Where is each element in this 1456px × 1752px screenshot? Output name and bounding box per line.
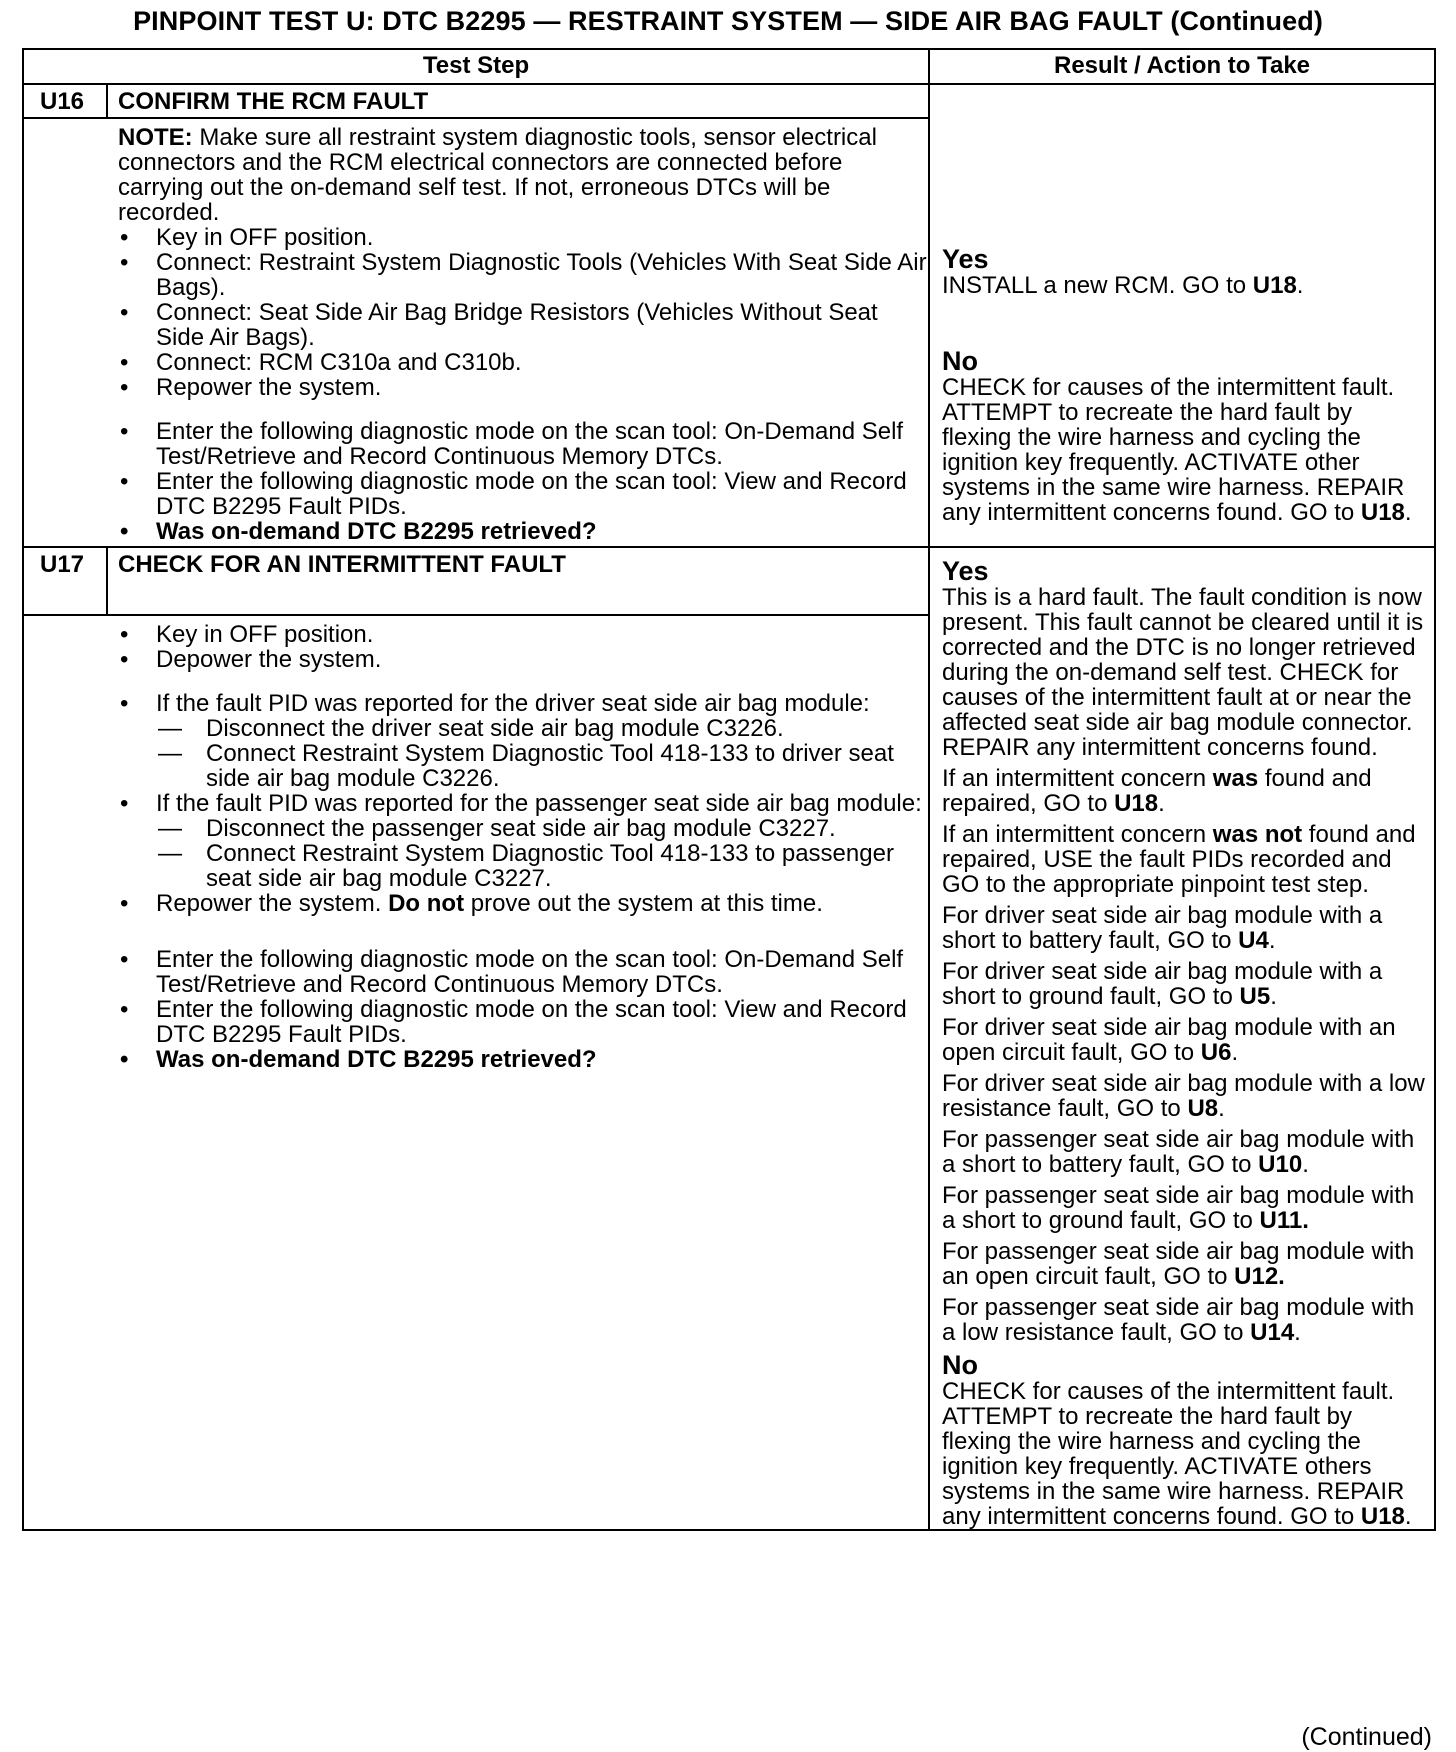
list-item: • Enter the following diagnostic mode on the scan tool: View and Record DTC B2295 Fault PIDs. <box>118 469 928 519</box>
yes-action: INSTALL a new RCM. GO to U18. <box>942 272 1304 299</box>
step-id-u16: U16 <box>23 84 107 118</box>
list-item: • Enter the following diagnostic mode on the scan tool: On-Demand Self Test/Retrieve and Record Continuous Memory DTCs. <box>118 947 928 997</box>
no-action: CHECK for causes of the intermittent fault. ATTEMPT to recreate the hard fault by flexing the wire harness and cycling the ignition key frequently. ACTIVATE other systems in the same wire harness. REPAIR any intermittent concerns found. GO to U18. <box>942 374 1412 526</box>
result-cell-u16 <box>929 84 1435 547</box>
yes-label: Yes <box>942 244 989 274</box>
list-item: • Connect: Seat Side Air Bag Bridge Resistors (Vehicles Without Seat Side Air Bags). <box>118 300 928 350</box>
step-title-u17: CHECK FOR AN INTERMITTENT FAULT <box>107 547 929 615</box>
yes-action: This is a hard fault. The fault condition is now present. This fault cannot be cleared until it is corrected and the DTC is no longer retrieved during the on-demand self test. CHECK for causes of the intermittent fault at or near the affected seat side air bag module connector. REPAIR any intermittent concerns found. <box>942 584 1424 761</box>
list-item: • Was on-demand DTC B2295 retrieved? <box>118 1047 928 1072</box>
case-item: For driver seat side air bag module with an open circuit fault, GO to U6. <box>942 1014 1396 1066</box>
header-test-step: Test Step <box>23 49 929 84</box>
result-cell-u17 <box>929 547 1435 1530</box>
continued-footer: (Continued) <box>1301 1723 1432 1751</box>
step-body-u17 <box>23 615 929 1530</box>
case-item: For driver seat side air bag module with a low resistance fault, GO to U8. <box>942 1070 1425 1122</box>
case-item: For driver seat side air bag module with a short to ground fault, GO to U5. <box>942 958 1383 1010</box>
case-item: For passenger seat side air bag module with a low resistance fault, GO to U14. <box>942 1294 1415 1346</box>
case-item: For passenger seat side air bag module with a short to battery fault, GO to U10. <box>942 1126 1415 1178</box>
step-id-u17: U17 <box>23 547 107 615</box>
step-body-u16 <box>23 118 929 547</box>
list-item: • Connect: RCM C310a and C310b. <box>118 350 928 375</box>
case-item: For passenger seat side air bag module with a short to ground fault, GO to U11. <box>942 1182 1415 1234</box>
step-title-u16: CONFIRM THE RCM FAULT <box>107 84 929 118</box>
list-item: • Depower the system. <box>118 647 928 672</box>
step-list-u16 <box>118 225 928 400</box>
list-item: • Connect: Restraint System Diagnostic Tools (Vehicles With Seat Side Air Bags). <box>118 250 928 300</box>
list-item: • If the fault PID was reported for the driver seat side air bag module: — Disconnect the driver seat side air bag module C3226. — Connect Restraint System Diagnostic Tool 418-133 to driver seat side air bag module C3226. <box>118 691 928 791</box>
list-item: • Repower the system. Do not prove out the system at this time. <box>118 891 928 916</box>
list-item: • Key in OFF position. <box>118 622 928 647</box>
not-found-action: If an intermittent concern was not found and repaired, USE the fault PIDs recorded and GO to the appropriate pinpoint test step. <box>942 821 1416 898</box>
note-paragraph: NOTE: Make sure all restraint system diagnostic tools, sensor electrical connectors and the RCM electrical connectors are connected before carrying out the on-demand self test. If not, erroneous DTCs will be recorded. <box>118 124 877 226</box>
found-action: If an intermittent concern was found and repaired, GO to U18. <box>942 765 1372 817</box>
list-item: • Repower the system. <box>118 375 928 400</box>
step-row-u17-title <box>23 547 1435 615</box>
list-item: • Enter the following diagnostic mode on the scan tool: View and Record DTC B2295 Fault PIDs. <box>118 997 928 1047</box>
page-title: PINPOINT TEST U: DTC B2295 — RESTRAINT SYSTEM — SIDE AIR BAG FAULT (Continued) <box>133 6 1323 36</box>
list-item: • Key in OFF position. <box>118 225 928 250</box>
sub-list-item: — Connect Restraint System Diagnostic Tool 418-133 to passenger seat side air bag module C3227. <box>156 841 928 891</box>
list-item: • Was on-demand DTC B2295 retrieved? <box>118 519 928 544</box>
no-label: No <box>942 346 978 376</box>
header-result: Result / Action to Take <box>929 49 1435 84</box>
case-item: For driver seat side air bag module with a short to battery fault, GO to U4. <box>942 902 1383 954</box>
no-label: No <box>942 1350 978 1380</box>
yes-label: Yes <box>942 556 989 586</box>
sub-list-item: — Disconnect the passenger seat side air bag module C3227. <box>156 816 928 841</box>
case-item: For passenger seat side air bag module with an open circuit fault, GO to U12. <box>942 1238 1415 1290</box>
list-item: • If the fault PID was reported for the passenger seat side air bag module: — Disconnect the passenger seat side air bag module C3227. — Connect Restraint System Diagnostic Tool 418-133 to passenger seat side air bag module C3227. <box>118 791 928 891</box>
sub-list-item: — Disconnect the driver seat side air bag module C3226. <box>156 716 928 741</box>
no-action: CHECK for causes of the intermittent fault. ATTEMPT to recreate the hard fault by flexing the wire harness and cycling the ignition key frequently. ACTIVATE others systems in the same wire harness. REPAIR any intermittent concerns found. GO to U18. <box>942 1378 1412 1530</box>
table-header-row <box>23 49 1435 84</box>
step-row-u16-title <box>23 84 1435 118</box>
sub-list-item: — Connect Restraint System Diagnostic Tool 418-133 to driver seat side air bag module C3226. <box>156 741 928 791</box>
pinpoint-test-table <box>22 48 1436 1531</box>
list-item: • Enter the following diagnostic mode on the scan tool: On-Demand Self Test/Retrieve and Record Continuous Memory DTCs. <box>118 419 928 469</box>
